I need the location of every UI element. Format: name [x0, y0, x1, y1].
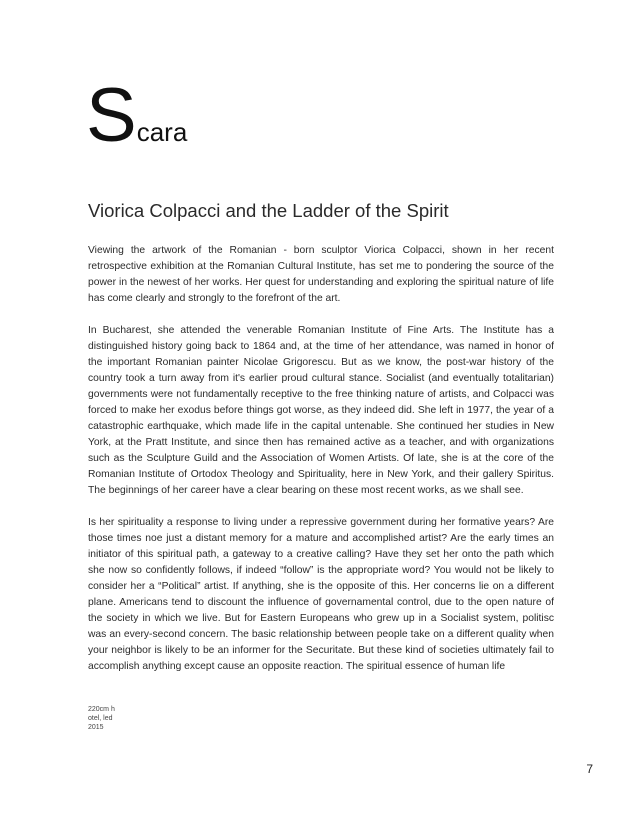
paragraph-spirituality: Is her spirituality a response to living under a repressive government during her formative years? Are those times noe just a distant memory for a mature and accomplished artist? Are the early times an initiator of this spiritual path, a gateway to a creative calling? Have they set her onto the path which she now so confidently follows, if indeed “follow” is the appropriate word? You would not be likely to consider her a “Political” artist. If anything, she is the opposite of this. Her concerns lie on a different plane. Americans tend to discount the influence of governamental control, due to the open nature of the society in which we live. But for Eastern Europeans who grew up in a Socialist system, politisc was an every-second concern. The basic relationship between people take on a different quality when your neighbor is likely to be an informer for the Securitate. But these kind of societies ultimately fail to accomplish anything except cause an opposite reaction. The spiritual essence of human life	[88, 517, 554, 672]
article-subtitle: Viorica Colpacci and the Ladder of the Spirit	[88, 200, 449, 221]
caption-materials: otel, led	[88, 715, 113, 722]
page-number: 7	[586, 762, 593, 776]
page-title	[86, 73, 188, 158]
artwork-caption	[88, 705, 115, 732]
caption-dimensions: 220cm h	[88, 706, 115, 713]
paragraph-intro: Viewing the artwork of the Romanian - born sculptor Viorica Colpacci, shown in her recent retrospective exhibition at the Romanian Cultural Institute, has set me to pondering the source of the power in the newest of her works. Her quest for understanding and exploring the spiritual nature of life has come clearly and strongly to the forefront of the art.	[88, 245, 554, 304]
title-initial-letter: S	[86, 73, 136, 158]
paragraph-bucharest: In Bucharest, she attended the venerable Romanian Institute of Fine Arts. The Institute has a distinguished history going back to 1864 and, at the time of her attendance, was named in honor of the important Romanian painter Nicolae Grigorescu. But as we know, the post-war history of the country took a turn away from it's earlier proud cultural stance. Socialist (and eventually totalitarian) governments were not fundamentally receptive to the free thinking nature of artists, and Colpacci was forced to make her exodus before things got worse, as they indeed did. She left in 1977, the year of a catastrophic earthquake, which made life in the capital untenable. She continued her studies in New York, at the Pratt Institute, and since then has remained active as a teacher, and with organizations such as the Sculpture Guild and the Association of Women Artists. Of late, she is at the core of the Romanian Institute of Ortodox Theology and Spirituality, here in New York, and their gallery Spiritus. The beginnings of her career have a clear bearing on these most recent works, as we shall see.	[88, 325, 554, 496]
caption-year: 2015	[88, 724, 104, 731]
article-body	[88, 243, 554, 691]
title-rest-text: cara	[136, 117, 188, 147]
